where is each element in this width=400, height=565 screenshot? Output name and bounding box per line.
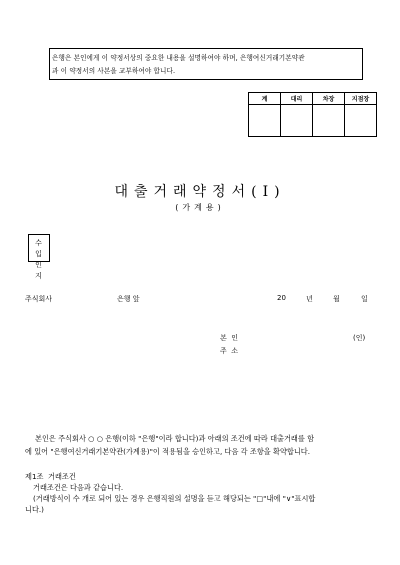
address-label: 주 소: [220, 347, 238, 355]
bank-recipient: 은행 앞: [117, 295, 140, 303]
revenue-stamp-box: [28, 234, 50, 280]
principal-label: 본 인: [220, 334, 238, 342]
notice-line-1: 은행은 본인에게 이 약정서상의 중요한 내용을 설명하여야 하며, 은행여신거래기본약관: [52, 54, 305, 62]
approval-cell-manager[interactable]: [345, 105, 377, 137]
body-line-2: 에 있어 "은행여신거래기본약관(가계용)"이 적용됨을 승인하고, 다음 각 조항을 확약합니다.: [25, 447, 311, 456]
article-1-heading: 제1조 거래조건: [25, 472, 76, 481]
body-line-1: 본인은 주식회사 ○ ○ 은행(이하 "은행"이라 합니다)과 아래의 조건에 따라 대출거래를 함: [35, 434, 315, 443]
article-1-line-2: (거래방식이 수 개로 되어 있는 경우 은행직원의 설명을 듣고 해당되는 "□"내에 "∨"표시합: [33, 494, 316, 503]
date-month-label: 월: [333, 295, 340, 303]
approval-cell-assistant[interactable]: [281, 105, 313, 137]
article-1-line-3: 니다.): [25, 505, 44, 514]
approval-header-deputy: 차장: [313, 93, 345, 105]
approval-cell-clerk[interactable]: [249, 105, 281, 137]
document-title: 대출거래약정서(I): [114, 184, 286, 200]
document-subtitle: (가계용): [175, 203, 225, 212]
approval-header-manager: 지점장: [345, 93, 377, 105]
stamp-line-2: 인지: [35, 261, 46, 280]
article-1: [25, 471, 315, 515]
notice-line-2: 과 이 약정서의 사본을 교부하여야 합니다.: [52, 67, 176, 75]
approval-table: [248, 92, 377, 137]
approval-header-assistant: 대리: [281, 93, 313, 105]
date-year[interactable]: 20: [277, 294, 286, 302]
seal-mark: (인): [353, 334, 366, 342]
approval-cell-deputy[interactable]: [313, 105, 345, 137]
article-1-line-1: 거래조건은 다음과 같습니다.: [33, 483, 124, 492]
stamp-line-1: 수입: [35, 239, 46, 258]
notice-box: [49, 48, 363, 80]
approval-header-clerk: 계: [249, 93, 281, 105]
body-paragraph: [25, 432, 370, 458]
date-year-label: 년: [306, 295, 313, 303]
company-prefix: 주식회사: [25, 295, 53, 303]
date-day-label: 일: [361, 295, 368, 303]
